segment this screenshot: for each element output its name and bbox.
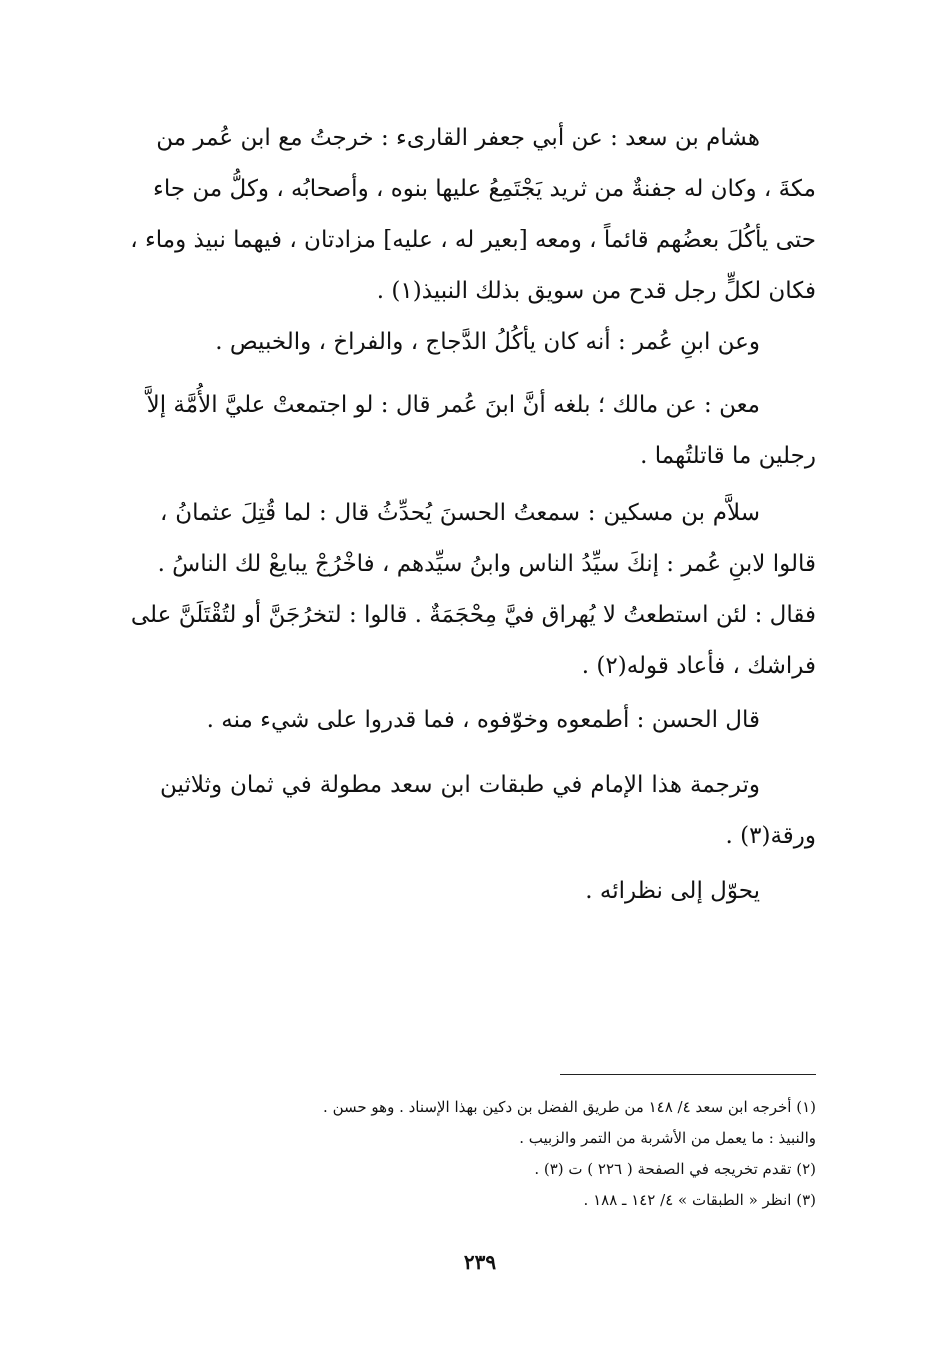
text-line: رجلين ما قاتلتُهما . <box>640 443 816 469</box>
page-number: ٢٣٩ <box>463 1250 497 1274</box>
text-line: وعن ابنِ عُمر : أنه كان يأكُلُ الدَّجاج ، والفراخ ، والخبيص . <box>215 329 760 355</box>
paragraph-2 <box>160 317 816 368</box>
footnote-2: (٢) تقدم تخريجه في الصفحة ( ٢٢٦ ) ت (٣) . <box>534 1160 816 1178</box>
text-line: حتى يأكُلَ بعضُهم قائماً ، ومعه [بعير له ، عليه] مزادتان ، فيهما نبيذ وماء ، <box>130 227 816 253</box>
text-line: فراشك ، فأعاد قوله(٢) . <box>581 653 816 679</box>
paragraph-7 <box>160 866 816 917</box>
footnote-1-continuation: والنبيذ : ما يعمل من الأشربة من التمر والزبيب . <box>519 1129 816 1147</box>
footnote-1: (١) أخرجه ابن سعد ٤/ ١٤٨ من طريق الفضل بن دكين بهذا الإسناد . وهو حسن . <box>323 1098 816 1116</box>
text-line: وترجمة هذا الإمام في طبقات ابن سعد مطولة في ثمان وثلاثين <box>160 772 760 798</box>
footnote-separator <box>560 1074 816 1075</box>
paragraph-4 <box>130 488 816 692</box>
text-line: فقال : لئن استطعتُ لا يُهراق فيَّ مِحْجَمَةٌ . قالوا : لتخرُجَنَّ أو لتُقْتَلَنَّ على <box>130 602 816 628</box>
paragraph-6 <box>160 760 816 862</box>
paragraph-1 <box>130 113 816 317</box>
text-line: قالوا لابنِ عُمر : إنكَ سيِّدُ الناس وابنُ سيِّدهم ، فاخْرُجْ يبايعْ لك الناسُ . <box>157 551 816 577</box>
text-line: سلاَّم بن مسكين : سمعتُ الحسنَ يُحدِّثُ قال : لما قُتِلَ عثمانُ ، <box>160 500 760 526</box>
text-line: هشام بن سعد : عن أبي جعفر القارىء : خرجتُ مع ابن عُمر من <box>156 125 760 151</box>
paragraph-3 <box>146 380 816 482</box>
text-line: مكةَ ، وكان له جفنةٌ من ثريد يَجْتَمِعُ عليها بنوه ، وأصحابُه ، وكلُّ من جاء <box>153 176 816 202</box>
footnote-3: (٣) انظر « الطبقات » ٤/ ١٤٢ ـ ١٨٨ . <box>583 1191 816 1209</box>
text-line: قال الحسن : أطمعوه وخوّفوه ، فما قدروا على شيء منه . <box>206 707 760 733</box>
footnotes <box>160 1092 816 1216</box>
text-line: معن : عن مالك ؛ بلغه أنَّ ابنَ عُمر قال : لو اجتمعتْ عليَّ الأُمَّة إلاَّ <box>146 392 760 418</box>
text-line: ورقة(٣) . <box>725 823 816 849</box>
text-line: يحوّل إلى نظرائه . <box>585 878 760 904</box>
text-line: فكان لكلٍّ رجل قدح من سويق بذلك النبيذ(١) . <box>376 278 816 304</box>
paragraph-5 <box>160 695 816 746</box>
